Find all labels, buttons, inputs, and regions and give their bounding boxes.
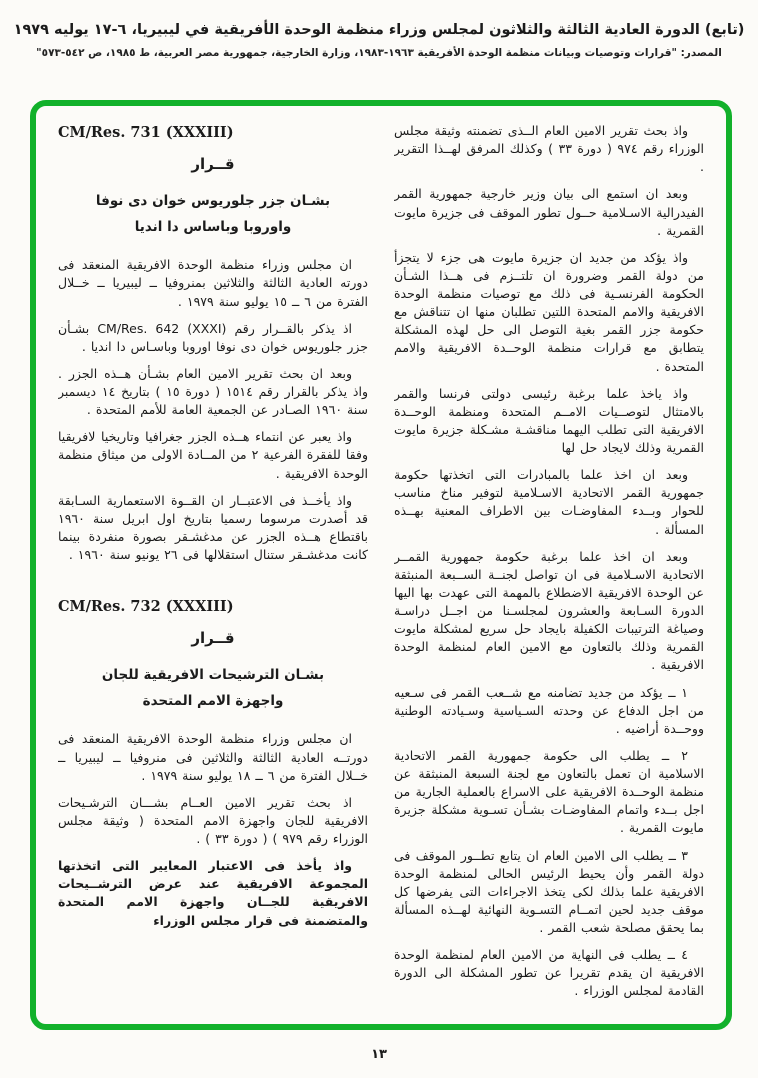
paragraph: اذ يذكر بالقــرار رقم CM/Res. 642 (XXXI) بشـأن جزر جلوريوس خوان دى نوفا اوروبا وباسـاس دا انديا .: [58, 320, 368, 354]
paragraph: واذ ياخذ علما برغبة رئيسى دولتى فرنسا والقمر بالامتثال لتوصــيات الامــم المتحدة ومنظمة الوحــدة الافريقية التى تطلب اليهما مناقشـة مشـكلة جزيرة مايوت القمرية وذلك لايجاد حل لها: [394, 385, 704, 455]
paragraph: واذ يعبر عن انتماء هــذه الجزر جغرافيا وتاريخيا لافريقيا وفقا للفقرة الفرعية ٢ من المــادة الاولى من ميثاق منظمة الوحدة الافريقية .: [58, 429, 368, 481]
resolution-title-line2: واجهزة الامم المتحدة: [142, 692, 284, 709]
resolution-title-line1: بشـان الترشيحات الافريقية للجان: [101, 667, 325, 684]
resolutions-column: [58, 122, 368, 1014]
paragraph: واذ يأخذ فى الاعتبار المعايير التى اتخذتها المجموعة الافريقية عند عرض الترشــيحات الافريقية للجــان واجهزة الامم المتحدة والمتضمنة فى قرار مجلس الوزراء: [58, 858, 368, 928]
resolution-title-line2: واوروبا وباساس دا انديا: [134, 218, 292, 235]
two-column-layout: [58, 122, 704, 1014]
paragraph: وبعد ان اخذ علما بالمبادرات التى اتخذتها حكومة جمهورية القمر الاتحادية الاسـلامية لتوفير مناخ مناسب للحوار وبــدء المفاوضـات بين الاطراف المعنية بهــذه المسألة .: [394, 467, 704, 537]
header-source: المصدر: "قرارات وتوصيات وبيانات منظمة الوحدة الأفريقية ١٩٦٣-١٩٨٣، وزارة الخارجية، جمهورية مصر العربية، ط ١٩٨٥، ص ٥٤٢-٥٧٣": [36, 47, 722, 59]
page-header: [0, 22, 758, 59]
operative-paragraph-4: ٤ ــ يطلب فى النهاية من الامين العام لمنظمة الوحدة الافريقية ان يقدم تقريرا عن تطور المشكلة الى الدورة القادمة لمجلس الوزراء .: [394, 947, 704, 999]
continuation-column: [394, 122, 704, 1014]
header-title: (تابع) الدورة العادية الثالثة والثلاثون لمجلس وزراء منظمة الوحدة الأفريقية في ليبيريا، ٦-١٧ يوليه ١٩٧٩: [13, 22, 745, 38]
paragraph: ان مجلس وزراء منظمة الوحدة الافريقية المنعقد فى دورتــه العادية الثالثة والثلاثين فى منروفيا ــ ليبيريا ــ خــلال الفترة من ٦ ــ ١٨ يوليو سنة ١٩٧٩ .: [58, 731, 368, 783]
content-frame: [30, 100, 732, 1030]
resolution-731: [58, 124, 368, 564]
resolution-732: [58, 598, 368, 930]
paragraph: وبعد ان اخذ علما برغبة حكومة جمهورية القمــر الاتحادية الاسـلامية فى ان تواصل لجنــة الســبعة المنبثقة عن الوحدة الافريقية الاضطلاع بالمهمة التى عهدت بها اليها الدورة السـابعة والعشرون لمجلسـنا من اجــل دراسـة وصياغة الترتيبات الكفيلة بايجاد حل سريع لمشكلة مايوت القمرية وذلك بالتعاون مع الامين العام لمنظمة الوحدة الافريقية .: [394, 548, 704, 673]
paragraph: وبعد ان استمع الى بيان وزير خارجية جمهورية القمر الفيدرالية الاسـلامية حــول تطور الموقف فى جزيرة مايوت القمرية .: [394, 186, 704, 238]
paragraph: واذ يأخــذ فى الاعتبــار ان القــوة الاستعمارية السـابقة قد أصدرت مرسوما رسميا بتاريخ اول ابريل سنة ١٩٦٠ باقتطاع هــذه الجزر عن مدغشـقر بصورة منفردة بينما كانت مدغشـقر ستنال استقلالها فى ٢٦ يونيو سنة ١٩٦٠ .: [58, 492, 368, 563]
operative-paragraph-2: ٢ ــ يطلب الى حكومة جمهورية القمر الاتحادية الاسلامية ان تعمل بالتعاون مع لجنة السبعة المنبثقة عن منظمة الوحــدة الافريقية على الاسراع بالعملية الجارية من اجل بــدء واتمام المفاوضـات بشـأن تسـوية مشكلة جزيرة مايوت القمرية .: [394, 747, 704, 836]
resolution-title: [58, 189, 368, 240]
resolution-type-heading: قــرار: [191, 155, 235, 173]
operative-paragraph-1: ١ ــ يؤكد من جديد تضامنه مع شــعب القمر فى سـعيه من اجل الدفاع عن وحدته السـياسية وسـيادته الوطنية ووحــدة أراضيه .: [394, 684, 704, 736]
resolution-type-heading: قــرار: [191, 629, 235, 648]
resolution-ref: CM/Res. 731 (XXXIII): [58, 124, 234, 141]
operative-paragraph-3: ٣ ــ يطلب الى الامين العام ان يتابع تطــور الموقف فى دولة القمر وأن يحيط الرئيس الحالى لمنظمة الوحدة الافريقية علما بذلك لكى يتخذ الاجراءات التى يفرضها كل موقف جديد لحين اتمــام التسـوية النهائية لهــذه المسألة بما يحقق مصلحة شعب القمر .: [394, 847, 704, 935]
resolution-title: [58, 663, 368, 714]
paragraph: اذ بحث تقرير الامين العــام بشـــان الترشـيحات الافريقية للجان واجهزة الامم المتحدة ( وثيقة مجلس الوزراء رقم ٩٧٩ ) ( دورة ٣٣ ) .: [58, 794, 368, 847]
paragraph: وبعد ان بحث تقرير الامين العام بشـأن هــذه الجزر . واذ يذكر بالقرار رقم ١٥١٤ ( دورة ١٥ ) بتاريخ ١٤ ديسمبر سنة ١٩٦٠ الصـادر عن الجمعية العامة للأمم المتحدة .: [58, 365, 368, 418]
paragraph: واذ يؤكد من جديد ان جزيرة مايوت هى جزء لا يتجزأ من دولة القمر وضرورة ان تلتــزم فى هــذا الشـأن الحكومة الفرنسـية فى ذلك مع توصيات منظمة الوحدة الافريقية والامم المتحدة اللتين تطلبان منها ان تتناقش مع حكومة جزر القمر بغية التوصل الى حل لهذه المشكلة يتطابق مع قرارات منظمة الوحــدة الافريقية والامم المتحدة .: [394, 249, 704, 374]
page-number: ١٣: [371, 1047, 387, 1062]
paragraph: ان مجلس وزراء منظمة الوحدة الافريقية المنعقد فى دورته العادية الثالثة والثلاثين بمنروفيا ــ ليبيريا ــ خــلال الفترة من ٦ ــ ١٥ يوليو سنة ١٩٧٩ .: [58, 257, 368, 309]
paragraph: واذ بحث تقرير الامين العام الــذى تضمنته وثيقة مجلس الوزراء رقم ٩٧٤ ( دورة ٣٣ ) وكذلك المرفق لهــذا التقرير .: [394, 123, 704, 175]
resolution-ref: CM/Res. 732 (XXXIII): [58, 598, 234, 616]
resolution-title-line1: بشـان جزر جلوريوس خوان دى نوفا: [95, 193, 331, 209]
